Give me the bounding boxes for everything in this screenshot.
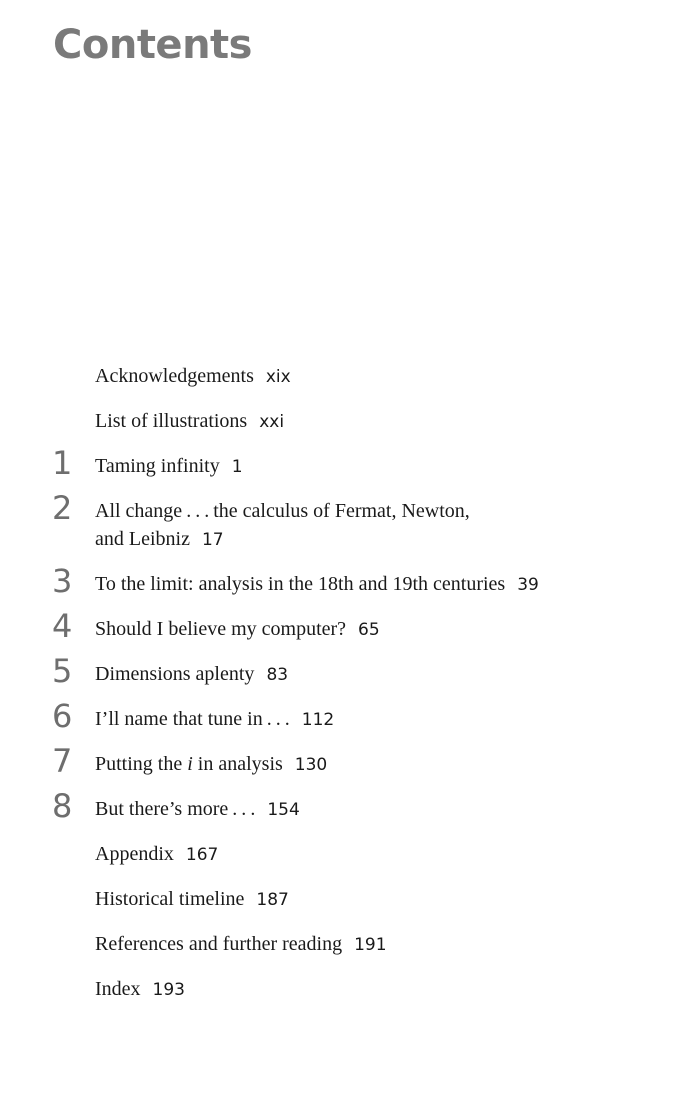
- entry-title: Should I believe my computer?: [95, 618, 347, 640]
- entry-page-number: 154: [267, 800, 300, 820]
- chapter-number: 3: [52, 562, 73, 600]
- entry-title-line-1: All change . . . the calculus of Fermat, Newton,: [95, 500, 470, 522]
- entry-title-italic-i: i: [187, 753, 193, 775]
- toc-entry-list-of-illustrations[interactable]: [0, 400, 678, 445]
- chapter-number: 2: [52, 489, 73, 527]
- entry-title: List of illustrations: [95, 410, 248, 432]
- entry-page-number: 1: [231, 457, 243, 477]
- entry-title: Index: [95, 978, 141, 1000]
- page-title: Contents: [53, 22, 252, 68]
- entry-title: Historical timeline: [95, 888, 245, 910]
- chapter-number: 4: [52, 607, 73, 645]
- entry-title: References and further reading: [95, 933, 343, 955]
- toc-entry-chapter-8[interactable]: [0, 788, 678, 833]
- chapter-number: 6: [52, 697, 73, 735]
- entry-title-part-1: Putting the: [95, 753, 188, 775]
- chapter-number: 1: [52, 444, 73, 482]
- entry-title: Taming infinity: [95, 455, 220, 477]
- entry-page-number: 83: [266, 665, 289, 685]
- entry-title: To the limit: analysis in the 18th and 19th centuries: [95, 573, 506, 595]
- entry-page-number: 191: [354, 935, 387, 955]
- entry-title: I’ll name that tune in . . .: [95, 708, 290, 730]
- entry-title-part-2: in analysis: [192, 753, 283, 775]
- entry-title: Dimensions aplenty: [95, 663, 255, 685]
- toc-entry-chapter-4[interactable]: [0, 608, 678, 653]
- entry-page-number: 187: [256, 890, 289, 910]
- entry-page-number: xix: [265, 367, 291, 387]
- chapter-number: 5: [52, 652, 73, 690]
- chapter-number: 8: [52, 787, 73, 825]
- entry-title-line-2: and Leibniz: [95, 528, 190, 550]
- entry-title: Appendix: [95, 843, 174, 865]
- toc-entry-acknowledgements[interactable]: [0, 355, 678, 400]
- entry-page-number: 39: [517, 575, 539, 595]
- entry-page-number: 65: [358, 620, 380, 640]
- entry-page-number: 167: [185, 845, 219, 865]
- toc-entry-references[interactable]: [0, 923, 678, 968]
- entry-page-number: 17: [201, 530, 224, 550]
- toc-list: [0, 355, 678, 1013]
- entry-title: [95, 753, 283, 775]
- chapter-number: 7: [52, 742, 73, 780]
- toc-entry-historical-timeline[interactable]: [0, 878, 678, 923]
- toc-entry-chapter-6[interactable]: [0, 698, 678, 743]
- toc-entry-chapter-1[interactable]: [0, 445, 678, 490]
- toc-entry-chapter-3[interactable]: [0, 563, 678, 608]
- entry-title: Acknowledgements: [95, 365, 254, 387]
- entry-page-number: 130: [294, 755, 328, 775]
- entry-page-number: 193: [152, 980, 185, 1000]
- entry-title: But there’s more . . .: [95, 798, 256, 820]
- toc-entry-index[interactable]: [0, 968, 678, 1013]
- toc-entry-appendix[interactable]: [0, 833, 678, 878]
- entry-page-number: 112: [301, 710, 335, 730]
- entry-page-number: xxi: [259, 412, 285, 432]
- toc-entry-chapter-7[interactable]: [0, 743, 678, 788]
- toc-entry-chapter-2[interactable]: [0, 490, 678, 563]
- toc-entry-chapter-5[interactable]: [0, 653, 678, 698]
